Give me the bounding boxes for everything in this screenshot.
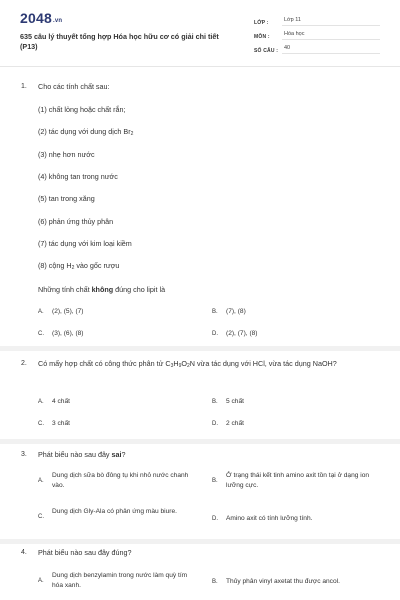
statement-6: (6) phản ứng thủy phân: [38, 217, 114, 226]
document-title: 635 câu lý thuyết tổng hợp Hóa học hữu cơ có giải chi tiết (P13): [20, 32, 219, 51]
question-number: 3.: [21, 451, 27, 458]
statement-5: (5) tan trong xăng: [38, 194, 95, 203]
question-3: 3. Phát biểu nào sau đây sai? A. Dung dịch sữa bò đông tụ khi nhỏ nước chanh vào. B. Ở trạng thái kết tinh amino axit tồn tại ở dạng ion lưỡng cực. C. Dung dịch Gly-Ala có phản ứng màu biure. D. Amino axit có tính lưỡng tính.: [0, 444, 400, 539]
statement-7: (7) tác dụng với kim loại kiềm: [38, 239, 132, 248]
question-number: 4.: [21, 549, 27, 556]
meta-info: [254, 15, 380, 57]
option-a[interactable]: A. Dung dịch benzylamin trong nước làm quỳ tím hóa xanh.: [38, 572, 188, 589]
statement-3: (3) nhẹ hơn nước: [38, 150, 95, 159]
statement-8: (8) cộng $H_2$ vào gốc rượu: [38, 261, 120, 271]
meta-label-class: LỚP :: [254, 20, 269, 26]
question-1: 1. Cho các tính chất sau: (1) chất lỏng hoặc chất rắn; (2) tác dụng với dung dịch $Br_2$ (3) nhẹ hơn nước (4) không tan trong nước (5) tan trong xăng (6) phản ứng thủy phân (7) tác dụng với kim loại kiềm (8) cộng $H_2$ vào gốc rượu Những tính chất không đúng cho lipit là A. (2), (5), (7) B. (7), (8) C. (3), (6), (8) D. (2), (7), (8): [21, 82, 258, 337]
document-header: [0, 0, 400, 67]
meta-row-class: [254, 15, 380, 26]
question-prompt: Phát biểu nào sau đây sai?: [38, 450, 126, 459]
option-b[interactable]: B. Ở trạng thái kết tinh amino axit tồn tại ở dạng ion lưỡng cực.: [212, 472, 370, 489]
option-c[interactable]: C. Dung dịch Gly-Ala có phản ứng màu biure.: [38, 508, 178, 520]
logo-suffix: .vn: [52, 18, 63, 24]
question-number: 1.: [21, 83, 27, 90]
logo-text: 2048: [20, 10, 52, 26]
statement-2: (2) tác dụng với dung dịch $Br_2$: [38, 127, 134, 137]
site-logo[interactable]: [20, 10, 62, 26]
question-prompt: Cho các tính chất sau:: [38, 82, 110, 91]
meta-label-subject: MÔN :: [254, 34, 270, 40]
meta-value-class: Lớp 11: [282, 17, 380, 26]
meta-value-count: 40: [282, 45, 380, 54]
question-prompt: Có mấy hợp chất có công thức phân tử $C_3H_9O_2N$ vừa tác dụng với HCl, vừa tác dụng NaOH?: [38, 359, 337, 369]
meta-row-count: [254, 43, 380, 54]
statement-4: (4) không tan trong nước: [38, 172, 118, 181]
meta-label-count: SỐ CÂU :: [254, 48, 279, 54]
question-ask: Những tính chất không đúng cho lipit là: [38, 285, 166, 294]
option-a[interactable]: A. Dung dịch sữa bò đông tụ khi nhỏ nước chanh vào.: [38, 472, 189, 489]
meta-row-subject: [254, 29, 380, 40]
question-4: 4. Phát biểu nào sau đây đúng? A. Dung dịch benzylamin trong nước làm quỳ tím hóa xanh. B. Thủy phân vinyl axetat thu được ancol.: [0, 544, 400, 600]
statement-1: (1) chất lỏng hoặc chất rắn;: [38, 105, 126, 114]
question-prompt: Phát biểu nào sau đây đúng?: [38, 548, 132, 557]
question-number: 2.: [21, 360, 27, 367]
question-2: 2. Có mấy hợp chất có công thức phân tử $C_3H_9O_2N$ vừa tác dụng với HCl, vừa tác dụng NaOH? A. 4 chất B. 5 chất C. 3 chất D. 2 chất: [0, 351, 400, 436]
meta-value-subject: Hóa học: [282, 31, 380, 40]
